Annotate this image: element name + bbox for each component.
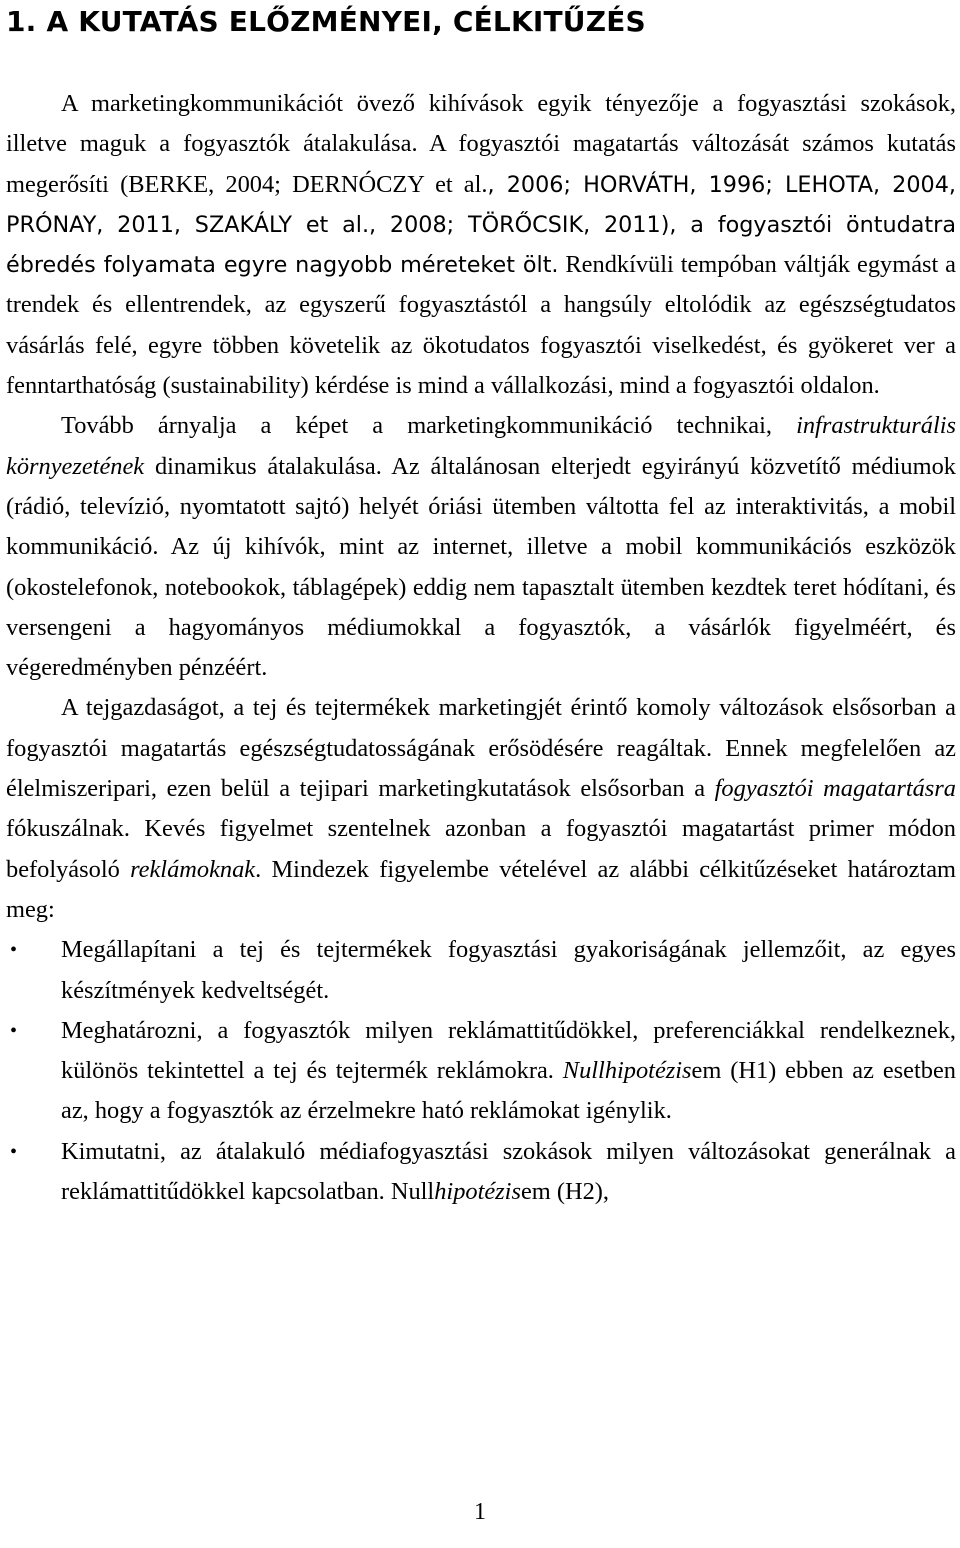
p3-text-e: . Mindezek figyelembe vételével az alábbi célkitűzéseket határoztam meg:: [6, 855, 956, 923]
bullet-icon: •: [10, 1140, 18, 1163]
list-item: [6, 930, 956, 1011]
body-text: [6, 84, 956, 1212]
bullet-icon: •: [10, 939, 18, 962]
p3-text-a: A tejgazdaságot, a tej és tejtermékek marketingjét érintő komoly változások elsősorban a fogyasztói magatartás egészségtudatosságának erősödésére reagáltak. Ennek megfelelően az élelmiszeripari, ezen belül a tejipari marketingkutatások elsősorban a: [6, 694, 956, 803]
objective-2-text-c: em (H1) ebben az esetben az, hogy a fogyasztók az érzelmekre ható reklámokat igénylik.: [61, 1057, 956, 1125]
p2-text-a: Tovább árnyalja a képet a marketingkommunikáció technikai,: [61, 412, 797, 440]
p1-text-d: Rendkívüli tempóban váltják egymást a trendek és ellentrendek, az egyszerű fogyasztástól a hangsúly eltolódik az egészségtudatos vásárlás felé, egyre többen követelik az ökotudatos fogyasztói viselkedést, és gyökeret ver a fenntarthatóság (sustainability) kérdése is mind a vállalkozási, mind a fogyasztói oldalon.: [6, 251, 956, 400]
p3-text-c: fókuszálnak. Kevés figyelmet szentelnek azonban a fogyasztói magatartást primer módon befolyásoló: [6, 815, 956, 883]
paragraph-1: [6, 84, 956, 406]
p2-text-c: dinamikus átalakulása. Az általánosan elterjedt egyirányú közvetítő médiumok (rádió, televízió, nyomtatott sajtó) helyét óriási ütemben váltotta fel az interaktivitás, a mobil kommunikáció. Az új kihívók, mint az internet, illetve a mobil kommunikációs eszközök (okostelefonok, notebookok, táblagépek) eddig nem tapasztalt ütemben kezdtek teret hódítani, és versengeni a hagyományos médiumokkal a fogyasztók, a vásárlók figyelméért, és végeredményben pénzéért.: [6, 452, 956, 682]
objectives-list: [6, 930, 956, 1212]
p1-text-a: A marketingkommunikációt övező kihívások egyik tényezője a fogyasztási szokások, illetve maguk a fogyasztók átalakulása. A fogyasztói magatartás változását számos kutatás megerősíti (BERKE, 2004; DERNÓCZY et al.: [6, 90, 956, 198]
objective-2-text-a: Meghatározni, a fogyasztók milyen reklámattitűdökkel, preferenciákkal rendelkeznek, különös tekintettel a tej és tejtermék reklámokra.: [61, 1016, 956, 1085]
page-number: 1: [474, 1499, 486, 1525]
objective-3-text-c: em (H2),: [520, 1178, 609, 1206]
p3-italic-term-1: fogyasztói magatartásra: [714, 775, 956, 803]
p1-text-b: , 2006; HORVÁTH, 1996; LEHOTA, 2004, PRÓNAY, 2011, SZAKÁLY et al.: [6, 171, 956, 238]
p2-italic-term: infrastrukturális környezetének: [6, 412, 956, 480]
paragraph-2: [6, 406, 956, 688]
p3-italic-term-2: reklámoknak: [130, 855, 256, 883]
objective-2-italic: Nullhipotézis: [562, 1057, 692, 1085]
objective-3-italic: hipotézis: [434, 1178, 521, 1206]
chapter-heading: 1. A KUTATÁS ELŐZMÉNYEI, CÉLKITŰZÉS: [6, 5, 646, 38]
bullet-icon: •: [10, 1019, 18, 1042]
objective-1-text: Megállapítani a tej és tejtermékek fogyasztási gyakoriságának jellemzőit, az egyes készítmények kedveltségét.: [61, 936, 956, 1004]
list-item: [6, 1011, 956, 1132]
paragraph-3: [6, 688, 956, 930]
objective-3-text-a: Kimutatni, az átalakuló médiafogyasztási szokások milyen változásokat generálnak a reklámattitűdökkel kapcsolatban. Null: [61, 1137, 956, 1206]
p1-text-c: , 2008; TÖRŐCSIK, 2011), a fogyasztói öntudatra ébredés folyamata egyre nagyobb méreteket ölt.: [6, 211, 956, 279]
list-item: [6, 1132, 956, 1213]
